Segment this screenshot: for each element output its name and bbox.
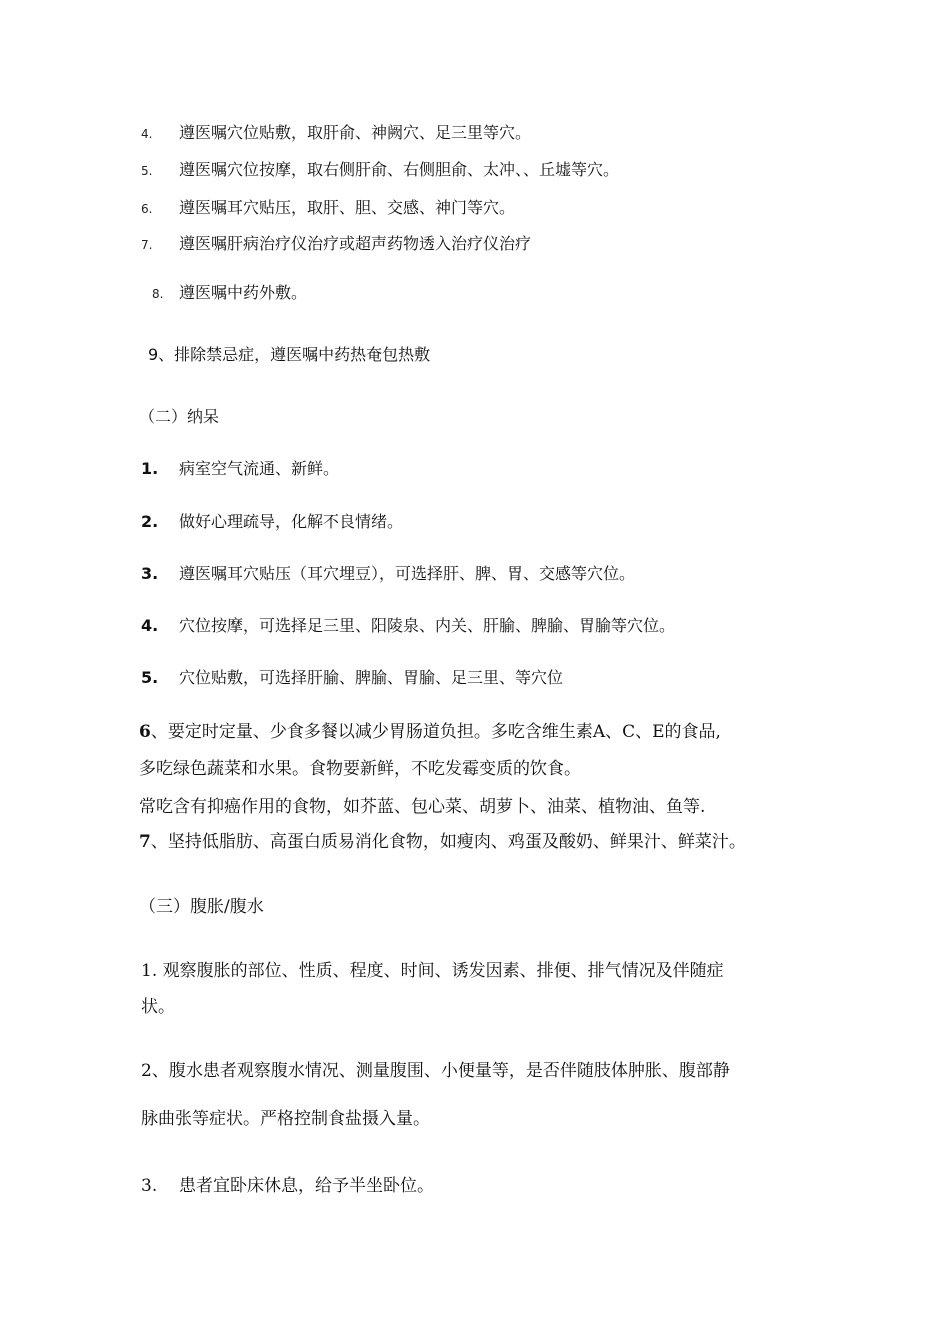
list-item bbox=[141, 231, 531, 254]
item-text: 遵医嘱耳穴贴压（耳穴埋豆），可选择肝、脾、胃、交感等穴位。 bbox=[179, 564, 636, 583]
item-number: 7. bbox=[141, 238, 153, 252]
paragraph-line: 状。 bbox=[141, 997, 175, 1017]
list-item bbox=[141, 157, 619, 180]
list-item bbox=[141, 456, 339, 479]
paragraph-number: 7 bbox=[139, 832, 151, 852]
paragraph-line: 常吃含有抑癌作用的食物，如芥蓝、包心菜、胡萝卜、油菜、植物油、鱼等. bbox=[139, 797, 706, 817]
paragraph-line: 2、腹水患者观察腹水情况、测量腹围、小便量等，是否伴随肢体肿胀、腹部静 bbox=[141, 1061, 730, 1081]
item-text: 9、排除禁忌症，遵医嘱中药热奄包热敷 bbox=[148, 345, 431, 364]
paragraph-line bbox=[139, 827, 746, 852]
item-number: 4. bbox=[141, 127, 153, 141]
item-text: 遵医嘱穴位贴敷，取肝俞、神阙穴、足三里等穴。 bbox=[179, 123, 532, 142]
paragraph-number: 6 bbox=[139, 722, 151, 742]
paragraph-line: 脉曲张等症状。严格控制食盐摄入量。 bbox=[141, 1109, 430, 1129]
list-item bbox=[141, 561, 635, 584]
item-text: 患者宜卧床休息，给予半坐卧位。 bbox=[179, 1176, 434, 1196]
item-text: 穴位贴敷，可选择肝腧、脾腧、胃腧、足三里、等穴位 bbox=[179, 668, 564, 687]
paragraph-text: 、要定时定量、少食多餐以减少胃肠道负担。多吃含维生素A、C、E的食品, bbox=[150, 722, 721, 742]
list-item bbox=[141, 1171, 434, 1196]
item-text: 遵医嘱中药外敷。 bbox=[179, 283, 308, 302]
list-item bbox=[152, 280, 307, 303]
list-item bbox=[141, 509, 403, 532]
item-text: 病室空气流通、新鲜。 bbox=[179, 459, 340, 478]
paragraph-line: 多吃绿色蔬菜和水果。食物要新鲜，不吃发霉变质的饮食。 bbox=[139, 759, 581, 779]
paragraph-line: 1. 观察腹胀的部位、性质、程度、时间、诱发因素、排便、排气情况及伴随症 bbox=[141, 961, 724, 981]
paragraph-text: 、坚持低脂肪、高蛋白质易消化食物，如瘦肉、鸡蛋及酸奶、鲜果汁、鲜菜汁。 bbox=[150, 832, 746, 852]
section-heading: （三）腹胀/腹水 bbox=[139, 897, 264, 917]
item-number: 3. bbox=[141, 1176, 158, 1196]
list-item bbox=[141, 195, 515, 218]
item-text: 遵医嘱肝病治疗仪治疗或超声药物透入治疗仪治疗 bbox=[179, 234, 532, 253]
list-item bbox=[148, 342, 430, 365]
item-text: 遵医嘱穴位按摩，取右侧肝俞、右侧胆俞、太冲、、丘墟等穴。 bbox=[179, 160, 620, 179]
list-item bbox=[141, 120, 531, 143]
section-heading: （二）纳呆 bbox=[139, 407, 220, 426]
list-item bbox=[141, 665, 563, 688]
item-text: 做好心理疏导，化解不良情绪。 bbox=[179, 512, 404, 531]
item-number: 8. bbox=[152, 287, 164, 301]
paragraph-line bbox=[139, 717, 721, 742]
item-number: 1. bbox=[141, 459, 159, 478]
item-text: 遵医嘱耳穴贴压，取肝、胆、交感、神门等穴。 bbox=[179, 198, 516, 217]
item-number: 6. bbox=[141, 202, 153, 216]
item-number: 3. bbox=[141, 564, 159, 583]
item-number: 2. bbox=[141, 512, 159, 531]
list-item bbox=[141, 613, 675, 636]
item-number: 5. bbox=[141, 164, 153, 178]
item-number: 5. bbox=[141, 668, 159, 687]
item-number: 4. bbox=[141, 616, 159, 635]
item-text: 穴位按摩，可选择足三里、阳陵泉、内关、肝腧、脾腧、胃腧等穴位。 bbox=[179, 616, 676, 635]
